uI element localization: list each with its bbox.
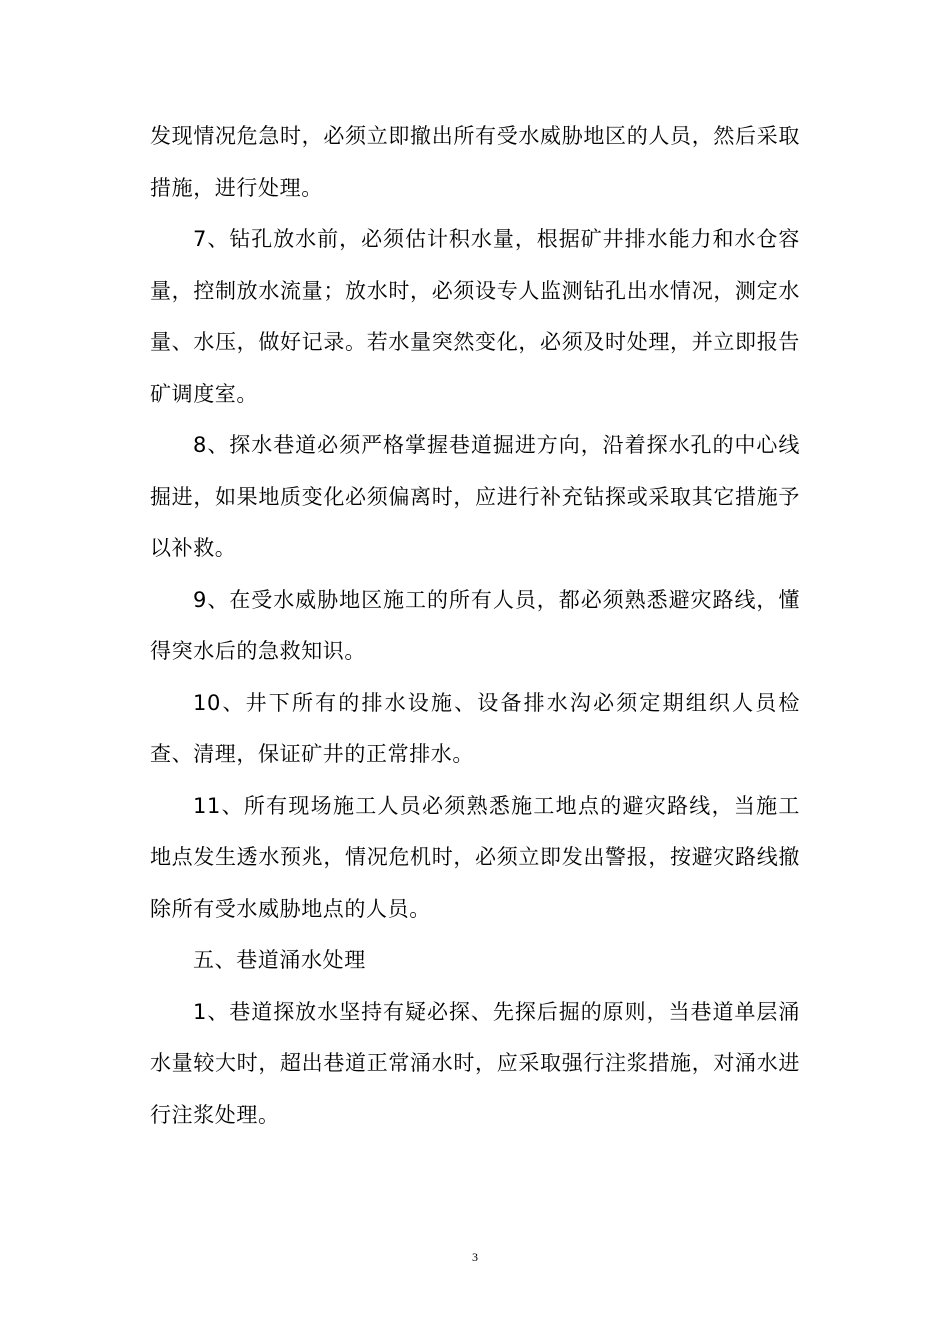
paragraph-item-11: 11、所有现场施工人员必须熟悉施工地点的避灾路线，当施工地点发生透水预兆，情况危机时，必须立即发出警报，按避灾路线撤除所有受水威胁地点的人员。	[150, 793, 800, 921]
body-text	[150, 111, 800, 1141]
section-heading-5: 五、巷道涌水处理	[193, 948, 366, 972]
paragraph-item-8: 8、探水巷道必须严格掌握巷道掘进方向，沿着探水孔的中心线掘进，如果地质变化必须偏离时，应进行补充钻探或采取其它措施予以补救。	[150, 433, 800, 560]
paragraph-continuation: 发现情况危急时，必须立即撤出所有受水威胁地区的人员，然后采取措施，进行处理。	[150, 124, 800, 200]
paragraph-item-10: 10、井下所有的排水设施、设备排水沟必须定期组织人员检查、清理，保证矿井的正常排水。	[150, 690, 800, 766]
paragraph-section5-item-1: 1、巷道探放水坚持有疑必探、先探后掘的原则，当巷道单层涌水量较大时，超出巷道正常涌水时，应采取强行注浆措施，对涌水进行注浆处理。	[150, 999, 800, 1127]
paragraph-item-9: 9、在受水威胁地区施工的所有人员，都必须熟悉避灾路线，懂得突水后的急救知识。	[150, 587, 800, 663]
page-number: 3	[472, 1250, 478, 1264]
paragraph-item-7: 7、钻孔放水前，必须估计积水量，根据矿井排水能力和水仓容量，控制放水流量；放水时，必须设专人监测钻孔出水情况，测定水量、水压，做好记录。若水量突然变化，必须及时处理，并立即报告矿调度室。	[150, 227, 800, 406]
